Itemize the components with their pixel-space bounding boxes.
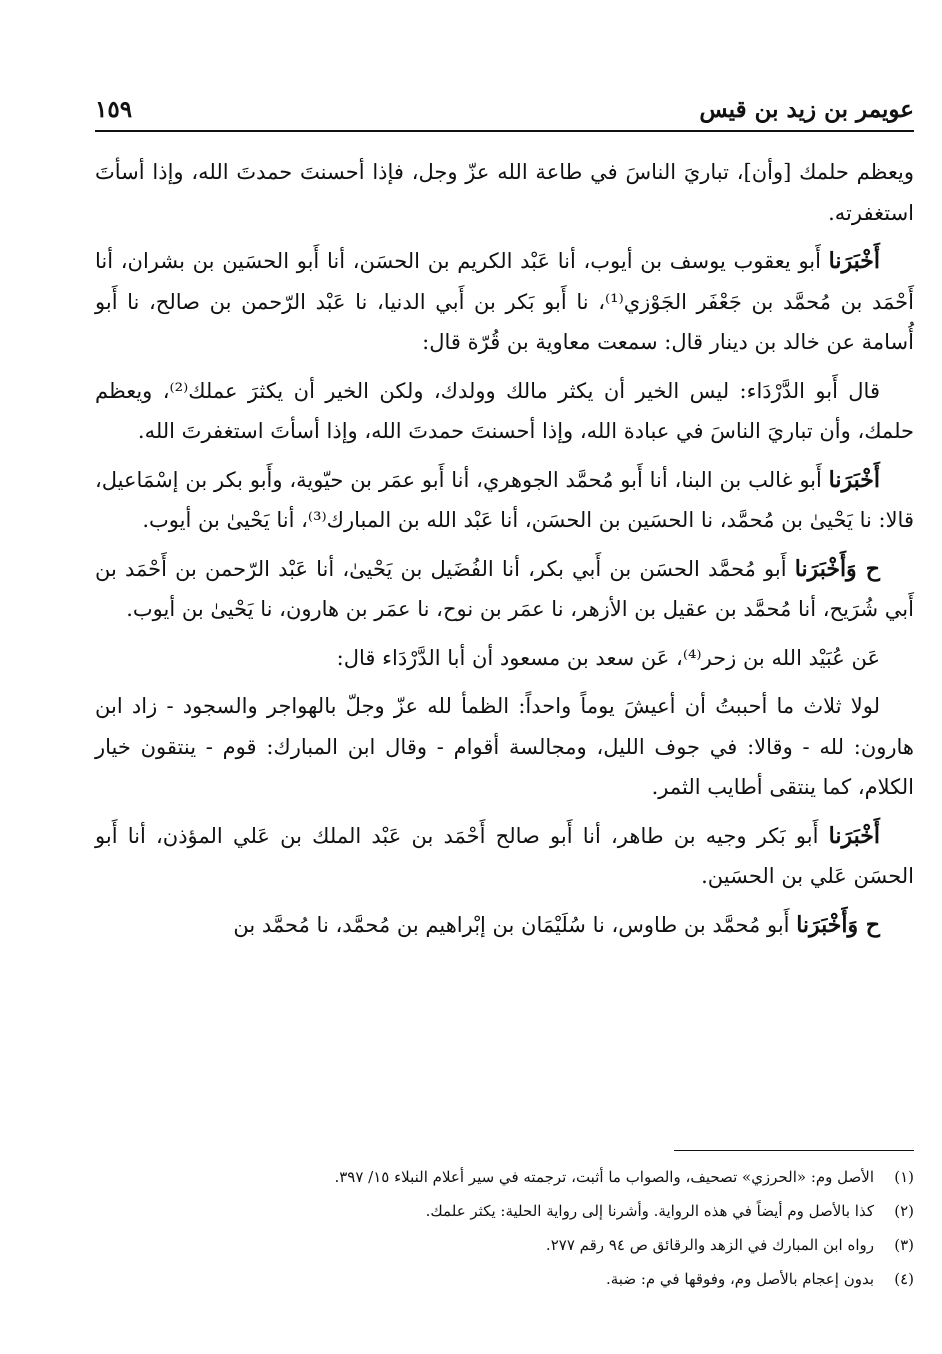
footnote-number: (٤) (894, 1270, 914, 1288)
footnote (95, 1228, 914, 1262)
page-header (95, 92, 914, 132)
footnote (95, 1160, 914, 1194)
paragraph-text: لولا ثلاث ما أحببتُ أن أعيشَ يوماً واحداً: الظمأ لله عزّ وجلّ بالهواجر والسجود - زاد ابن هارون: لله - وقالا: في جوف الليل، ومجالسة أقوام - وقال ابن المبارك: قوم - ينتقون خيار الكلام، كما ينتقى أطايب الثمر. (95, 694, 914, 799)
paragraph (95, 816, 914, 897)
footnote-number: (١) (894, 1168, 914, 1186)
footnotes (95, 1160, 914, 1296)
body-text (95, 152, 914, 953)
footnote-text: رواه ابن المبارك في الزهد والرقائق ص ٩٤ رقم ٢٧٧. (545, 1236, 874, 1254)
paragraph (95, 638, 914, 679)
paragraph (95, 241, 914, 363)
footnote-text: الأصل وم: «الحرزي» تصحيف، والصواب ما أثبت، ترجمته في سير أعلام النبلاء ١٥/ ٣٩٧. (334, 1168, 874, 1186)
footnote-text: كذا بالأصل وم أيضاً في هذه الرواية. وأشرنا إلى رواية الحلية: يكثر علمك. (425, 1202, 874, 1220)
paragraph (95, 371, 914, 452)
akhbarana-keyword: أَخْبَرَنا (828, 466, 880, 493)
paragraph-text: أَبو غالب بن البنا، أنا أَبو مُحمَّد الجوهري، أنا أَبو عمَر بن حيّوية، وأَبو بكر بن إسْمَاعيل، قالا: نا يَحْيىٰ بن مُحمَّد، نا الحسَين بن الحسَن، أنا عَبْد الله بن المبارك⁽³⁾، أنا يَحْيىٰ بن أيوب. (95, 467, 914, 532)
akhbarana-keyword: أَخْبَرَنا (828, 248, 880, 274)
footnote-number: (٢) (894, 1202, 914, 1220)
paragraph (95, 686, 914, 808)
akhbarana-keyword: ح وَأَخْبَرَنا (794, 555, 880, 582)
paragraph-text: عَن عُبَيْد الله بن زحر⁽⁴⁾، عَن سعد بن مسعود أن أبا الدَّرْدَاء قال: (336, 645, 880, 670)
akhbarana-keyword: ح وَأَخْبَرَنا (796, 911, 880, 938)
footnote-number: (٣) (894, 1236, 914, 1254)
footnote-text: بدون إعجام بالأصل وم، وفوقها في م: ضبة. (605, 1270, 874, 1288)
footnote-divider (674, 1150, 914, 1151)
paragraph (95, 905, 914, 946)
footnote (95, 1194, 914, 1228)
paragraph-text: قال أَبو الدَّرْدَاء: ليس الخير أن يكثر مالك وولدك، ولكن الخير أن يكثرَ عملك⁽²⁾، ويعظم حلمك، وأن تباريَ الناسَ في عبادة الله، وإذا أحسنتَ حمدتَ الله، وإذا أسأتَ استغفرتَ الله. (95, 378, 914, 443)
paragraph-text: أَبو مُحمَّد بن طاوس، نا سُلَيْمَان بن إبْراهيم بن مُحمَّد، نا مُحمَّد بن (233, 912, 797, 937)
paragraph (95, 460, 914, 541)
akhbarana-keyword: أَخْبَرَنا (828, 822, 880, 849)
paragraph (95, 549, 914, 630)
paragraph-text: أَبو يعقوب يوسف بن أيوب، أنا عَبْد الكريم بن الحسَن، أنا أَبو الحسَين بن بشران، أنا أَحْمَد بن مُحمَّد بن جَعْفَر الجَوْزي⁽¹⁾، نا أَبو بَكر بن أَبي الدنيا، نا عَبْد الرّحمن بن صالح، نا أَبو أُسامة عن خالد بن دينار قال: سمعت معاوية بن قُرّة قال: (95, 249, 914, 354)
footnote (95, 1262, 914, 1296)
paragraph-text: ويعظم حلمك [وأن]، تباريَ الناسَ في طاعة الله عزّ وجل، فإذا أحسنتَ حمدتَ الله، وإذا أسأتَ استغفرته. (95, 160, 914, 225)
paragraph (95, 152, 914, 233)
paragraph-text: أَبو بَكر وجيه بن طاهر، أنا أَبو صالح أَحْمَد بن عَبْد الملك بن عَلي المؤذن، أنا أَبو الحسَن عَلي بن الحسَين. (95, 823, 914, 888)
running-title: عويمر بن زيد بن قيس (699, 96, 914, 123)
page-number: ١٥٩ (95, 96, 133, 123)
paragraph-text: أَبو مُحمَّد الحسَن بن أَبي بكر، أنا الفُضَيل بن يَحْيىٰ، أنا عَبْد الرّحمن بن أَحْمَد بن أَبي شُرَيح، أنا مُحمَّد بن عقيل بن الأزهر، نا عمَر بن نوح، نا عمَر بن هارون، نا يَحْيىٰ بن أيوب. (95, 556, 914, 621)
